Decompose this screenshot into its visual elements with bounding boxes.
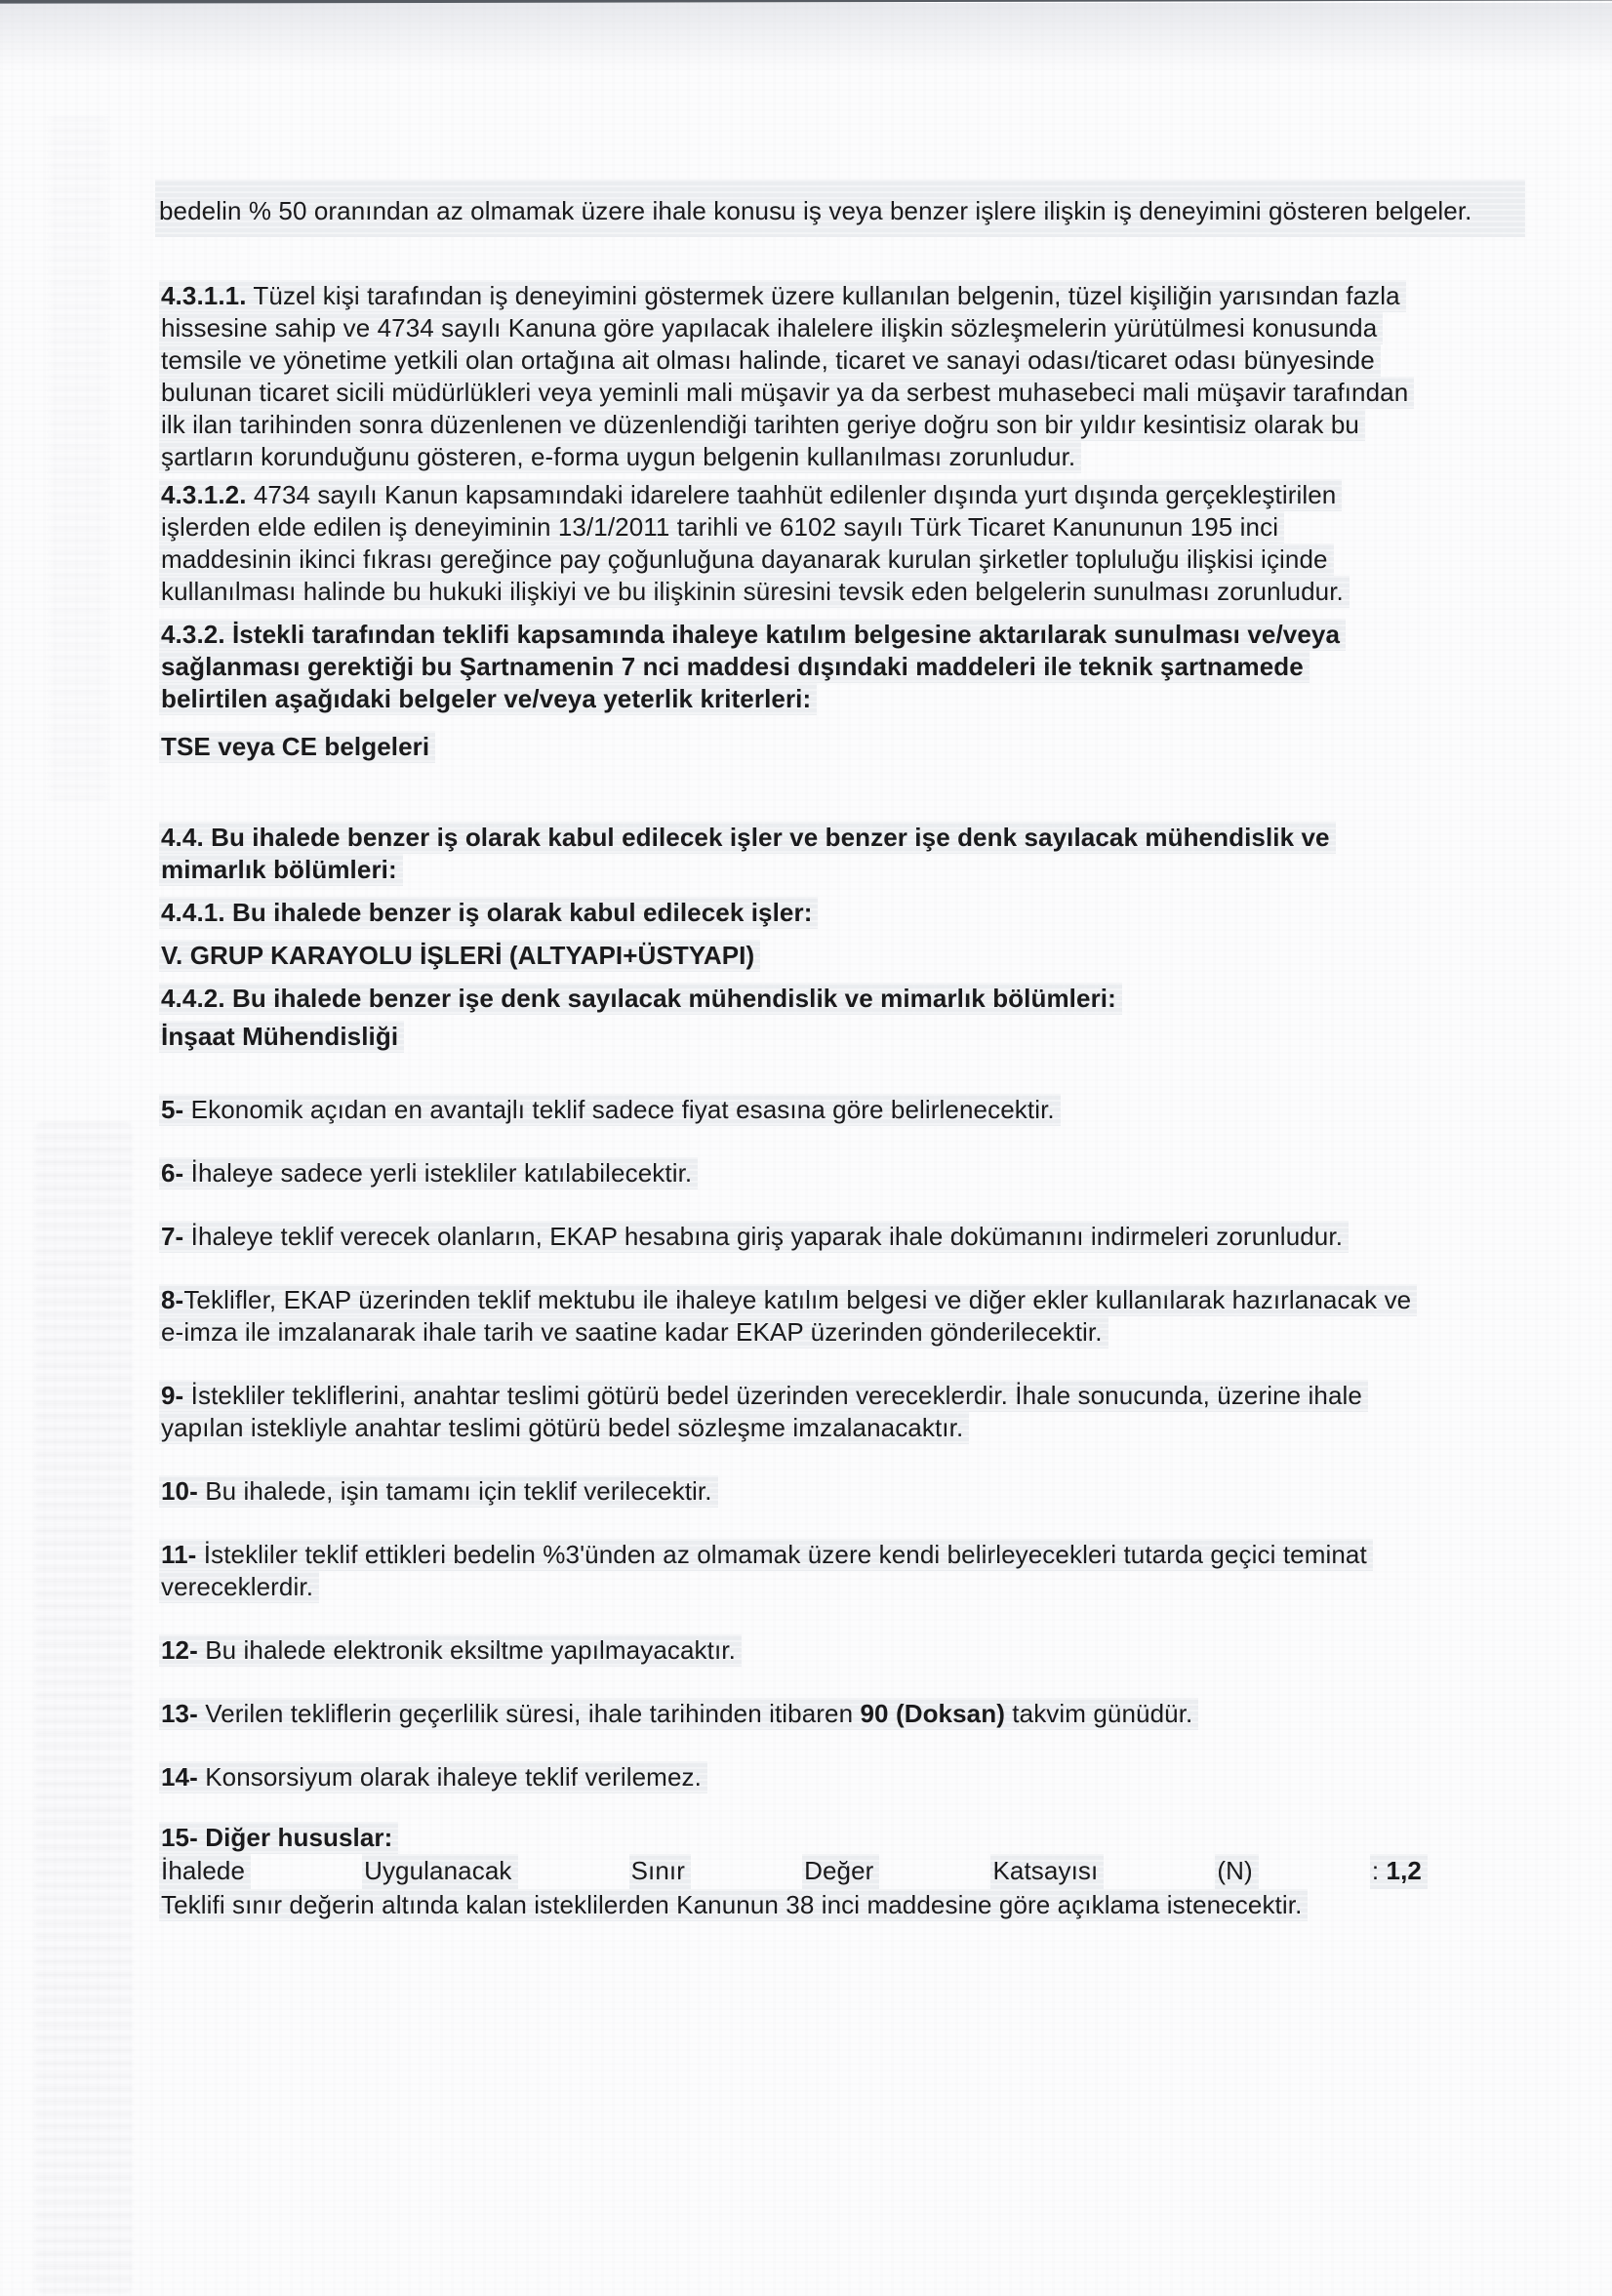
item-8 xyxy=(159,1284,1413,1349)
text: İstekliler tekliflerini, anahtar teslimi götürü bedel üzerinden vereceklerdir. İhale sonucunda, üzerine ihale yapılan istekliyle anahtar teslimi götürü bedel sözleşme imzalanacaktır. xyxy=(161,1381,1362,1442)
clause-4-4 xyxy=(159,822,1413,886)
row-cell xyxy=(362,1854,517,1889)
sinir-deger-row xyxy=(159,1854,1428,1889)
text: Teklifi sınır değerin altında kalan isteklilerden Kanunun 38 inci maddesine göre açıklama istenecektir. xyxy=(161,1890,1303,1919)
text: bedelin % 50 oranından az olmamak üzere ihale konusu iş veya benzer işlere ilişkin iş deneyimini gösteren belgeler. xyxy=(159,196,1472,225)
line-shade xyxy=(159,280,1414,473)
item-7 xyxy=(159,1221,1413,1253)
text: İhalede xyxy=(161,1856,245,1885)
clause-4-3-1-1 xyxy=(159,280,1413,473)
line-shade xyxy=(159,1822,398,1854)
clause-4-4-2 xyxy=(159,983,1413,1015)
line-shade xyxy=(159,1761,707,1793)
bold-text: 90 (Doksan) xyxy=(860,1699,1005,1728)
bold-text: 1,2 xyxy=(1386,1856,1422,1885)
scan-left-smudge-upper xyxy=(49,117,107,800)
bold-text: 15- Diğer hususlar: xyxy=(161,1823,393,1852)
row-cell xyxy=(990,1854,1104,1889)
text: Katsayısı xyxy=(992,1856,1099,1885)
scan-left-smudge xyxy=(35,1122,133,2293)
bold-text: 4.3.1.1. xyxy=(161,281,247,310)
item-14 xyxy=(159,1761,1413,1793)
text: Konsorsiyum olarak ihaleye teklif verilemez. xyxy=(197,1762,702,1792)
text: Tüzel kişi tarafından iş deneyimini göstermek üzere kullanılan belgenin, tüzel kişiliğin yarısından fazla hissesine sahip ve 4734 sayılı Kanuna göre yapılacak ihalelere ilişkin sözleşmelerin yürütülmesi konusunda temsile ve yönetime yetkili olan ortağına ait olması halinde, ticaret ve sanayi odası/ticaret odası bünyesinde bulunan ticaret sicili müdürlükleri veya yeminli mali müşavir ya da serbest muhasebeci mali müşavir tarafından ilk ilan tarihinden sonra düzenlenen ve düzenlendiği tarihten geriye doğru son bir yıldır kesintisiz olarak bu şartların korunduğunu gösteren, e-forma uygun belgenin kullanılması zorunludur. xyxy=(161,281,1409,471)
text: Ekonomik açıdan en avantajlı teklif sadece fiyat esasına göre belirlenecektir. xyxy=(183,1095,1055,1124)
item-13 xyxy=(159,1698,1413,1730)
tse-ce-line xyxy=(159,731,1413,763)
line-shade xyxy=(159,731,435,763)
text: : xyxy=(1371,1856,1387,1885)
line-shade xyxy=(159,196,1471,225)
clause-4-3-2 xyxy=(159,619,1413,715)
bold-text: 4.4.1. Bu ihalede benzer iş olarak kabul edilecek işler: xyxy=(161,898,813,927)
intro-paragraph xyxy=(155,180,1525,237)
text: Uygulanacak xyxy=(364,1856,512,1885)
text: İstekliler teklif ettikleri bedelin %3'ünden az olmamak üzere kendi belirleyecekleri tutarda geçici teminat vereceklerdir. xyxy=(161,1540,1367,1601)
line-shade xyxy=(159,479,1350,608)
row-cell xyxy=(802,1854,879,1889)
line-shade xyxy=(159,983,1122,1015)
line-shade xyxy=(159,1021,404,1053)
text: Teklifler, EKAP üzerinden teklif mektubu ile ihaleye katılım belgesi ve diğer ekler kullanılarak hazırlanacak ve e-imza ile imzalanarak ihale tarih ve saatine kadar EKAP üzerinden gönderilecektir. xyxy=(161,1285,1412,1347)
line-shade xyxy=(159,1221,1349,1253)
line-shade xyxy=(159,619,1346,715)
bold-text: 5- xyxy=(161,1095,184,1124)
bold-text: 12- xyxy=(161,1635,198,1665)
insaat-line xyxy=(159,1021,1413,1053)
bold-text: 7- xyxy=(161,1222,184,1251)
text: İhaleye sadece yerli istekliler katılabilecektir. xyxy=(183,1158,693,1188)
line-shade xyxy=(159,1889,1308,1921)
line-shade xyxy=(159,1634,742,1667)
bold-text: TSE veya CE belgeleri xyxy=(161,732,430,761)
item-9 xyxy=(159,1380,1413,1444)
bold-text: 4.3.1.2. xyxy=(161,480,247,509)
row-cell xyxy=(1370,1854,1428,1889)
clause-4-3-1-2 xyxy=(159,479,1413,608)
text: Değer xyxy=(804,1856,874,1885)
line-shade xyxy=(159,940,760,972)
line-shade xyxy=(159,1475,718,1508)
benzer-is-line xyxy=(159,940,1413,972)
bold-text: V. GRUP KARAYOLU İŞLERİ (ALTYAPI+ÜSTYAPI) xyxy=(161,941,755,970)
text: Bu ihalede elektronik eksiltme yapılmayacaktır. xyxy=(197,1635,736,1665)
bold-text: 4.4. Bu ihalede benzer iş olarak kabul edilecek işler ve benzer işe denk sayılacak mühendislik ve mimarlık bölümleri: xyxy=(161,823,1330,884)
item-11 xyxy=(159,1539,1413,1603)
scan-top-shadow xyxy=(0,3,1612,71)
item-15-heading xyxy=(159,1822,1413,1854)
bold-text: 4.3.2. İstekli tarafından teklifi kapsamında ihaleye katılım belgesine aktarılarak sunulması ve/veya sağlanması gerektiği bu Şartnamenin 7 nci maddesi dışındaki maddeleri ile teknik şartnamede belirtilen aşağıdaki belgeler ve/veya yeterlik kriterleri: xyxy=(161,620,1341,713)
row-cell xyxy=(629,1854,691,1889)
bold-text: 9- xyxy=(161,1381,184,1410)
line-shade xyxy=(159,1284,1417,1349)
line-shade xyxy=(159,822,1336,886)
line-shade xyxy=(159,1539,1373,1603)
line-shade xyxy=(159,1157,698,1189)
text: Bu ihalede, işin tamamı için teklif verilecektir. xyxy=(197,1476,712,1506)
row-cell xyxy=(159,1854,251,1889)
text: takvim günüdür. xyxy=(1004,1699,1193,1728)
document-body xyxy=(159,195,1472,1921)
bold-text: 10- xyxy=(161,1476,198,1506)
item-5 xyxy=(159,1094,1413,1126)
line-shade xyxy=(159,1698,1198,1730)
line-shade xyxy=(159,897,818,929)
line-shade xyxy=(159,1094,1061,1126)
text: Verilen tekliflerin geçerlilik süresi, ihale tarihinden itibaren xyxy=(197,1699,861,1728)
clause-4-4-1 xyxy=(159,897,1413,929)
line-shade xyxy=(159,1380,1368,1444)
bold-text: 13- xyxy=(161,1699,198,1728)
bold-text: 14- xyxy=(161,1762,198,1792)
text: (N) xyxy=(1217,1856,1253,1885)
text: İhaleye teklif verecek olanların, EKAP hesabına giriş yaparak ihale dokümanını indirmeleri zorunludur. xyxy=(183,1222,1344,1251)
bold-text: 4.4.2. Bu ihalede benzer işe denk sayılacak mühendislik ve mimarlık bölümleri: xyxy=(161,984,1116,1013)
bold-text: 6- xyxy=(161,1158,184,1188)
item-10 xyxy=(159,1475,1413,1508)
row-cell xyxy=(1215,1854,1258,1889)
item-6 xyxy=(159,1157,1413,1189)
bold-text: 11- xyxy=(161,1540,197,1569)
bold-text: 8- xyxy=(161,1285,184,1314)
text: 4734 sayılı Kanun kapsamındaki idarelere taahhüt edilenler dışında yurt dışında gerçekleştirilen işlerden elde edilen iş deneyiminin 13/1/2011 tarihli ve 6102 sayılı Türk Ticaret Kanununun 195 inci maddesinin ikinci fıkrası gereğince pay çoğunluğuna dayanarak kurulan şirketler topluluğu ilişkisi içinde kullanılması halinde bu hukuki ilişkiyi ve bu ilişkinin süresini tevsik eden belgelerin sunulması zorunludur. xyxy=(161,480,1344,606)
item-12 xyxy=(159,1634,1413,1667)
bold-text: İnşaat Mühendisliği xyxy=(161,1022,399,1051)
text: Sınır xyxy=(630,1856,685,1885)
aciklama-line xyxy=(159,1889,1413,1921)
